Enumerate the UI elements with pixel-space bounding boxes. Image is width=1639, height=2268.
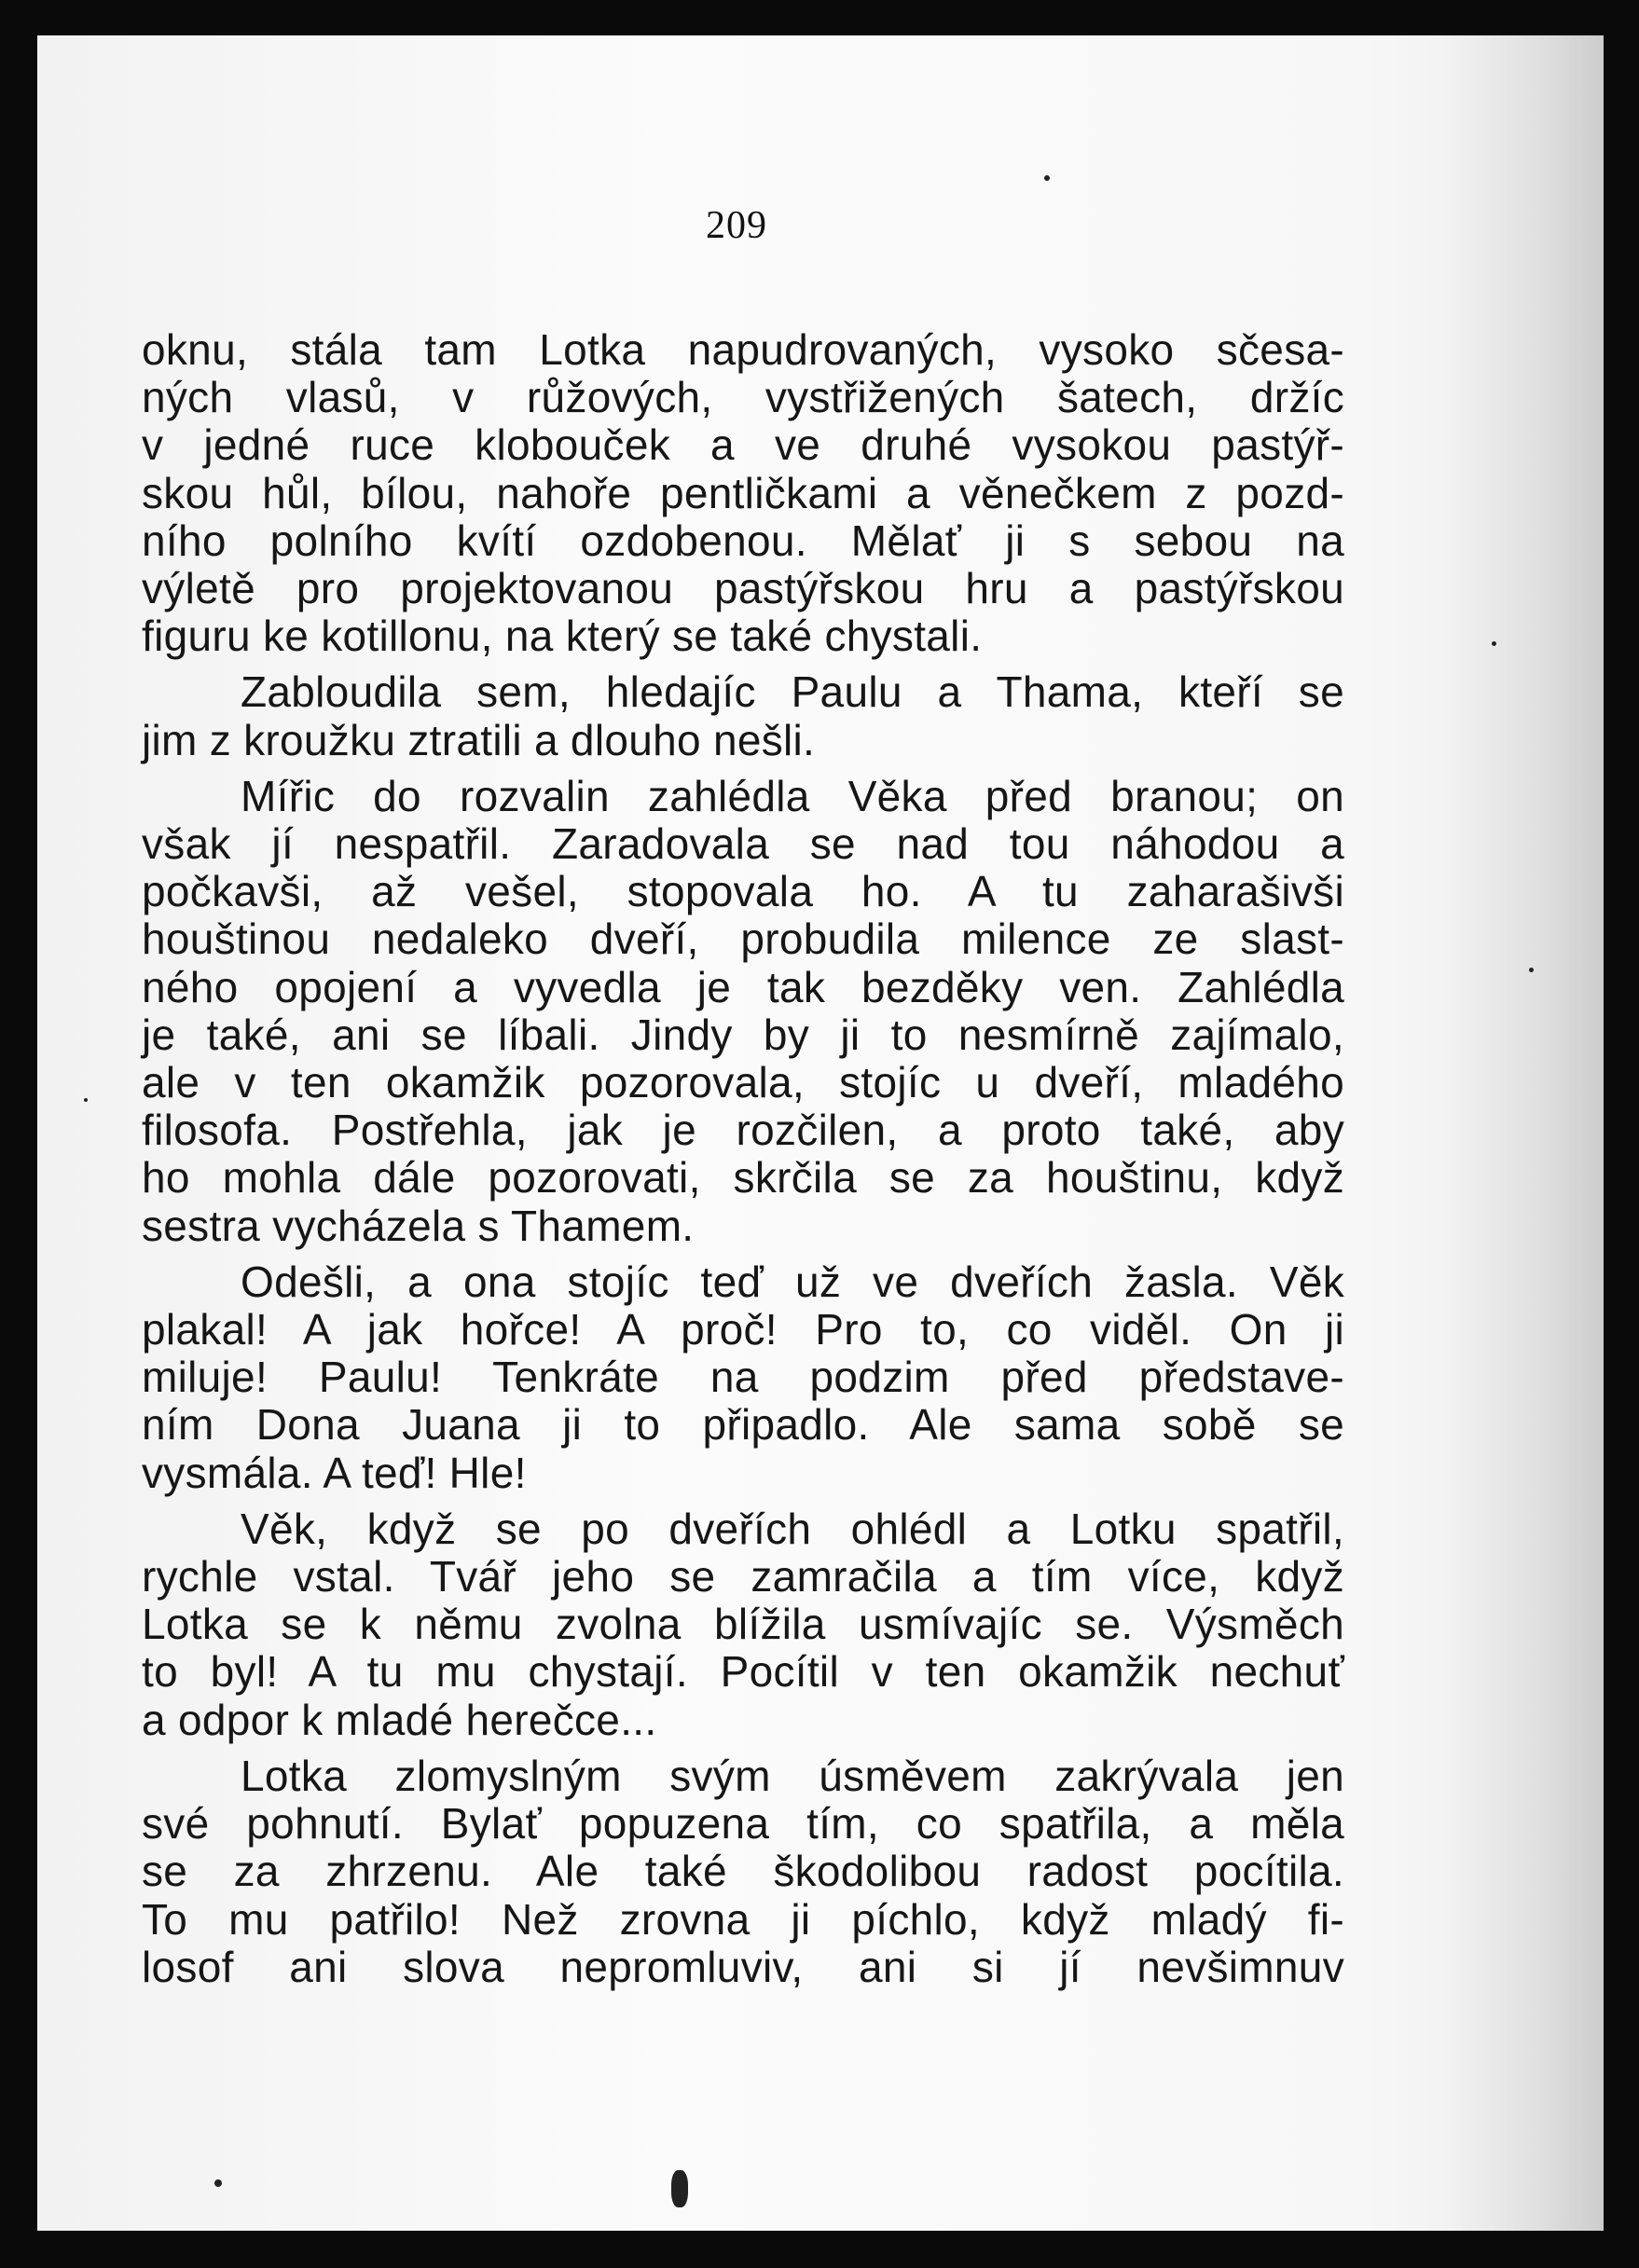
scan-speck	[671, 2170, 688, 2207]
page-number: 209	[706, 204, 767, 247]
text-line: jim z kroužku ztratili a dlouho nešli.	[142, 715, 816, 764]
text-line: figuru ke kotillonu, na který se také chystali.	[142, 612, 983, 661]
text-line: oknu, stála tam Lotka napudrovaných, vysoko sčesa-	[142, 325, 1344, 374]
scan-speck	[1044, 175, 1050, 181]
text-line: houštinou nedaleko dveří, probudila milence ze slast-	[142, 914, 1344, 964]
text-line: to byl! A tu mu chystají. Pocítil v ten okamžik nechuť	[142, 1647, 1344, 1697]
book-page	[37, 35, 1604, 2231]
paragraph	[142, 668, 1344, 763]
scan-speck	[1529, 968, 1534, 972]
text-line: Lotka se k němu zvolna blížila usmívajíc se. Výsměch	[142, 1600, 1344, 1649]
text-line: miluje! Paulu! Tenkráte na podzim před představe-	[142, 1353, 1344, 1402]
text-line: To mu patřilo! Než zrovna ji píchlo, když mladý fi-	[142, 1894, 1344, 1944]
text-line: vysmála. A teď! Hle!	[142, 1448, 527, 1497]
paragraph	[142, 1505, 1344, 1744]
scan-speck	[84, 1098, 88, 1102]
text-line: ných vlasů, v růžových, vystřižených šatech, držíc	[142, 373, 1344, 422]
text-line: Zabloudila sem, hledajíc Paulu a Thama, kteří se	[241, 667, 1344, 717]
text-line: počkavši, až vešel, stopovala ho. A tu zaharašivši	[142, 867, 1344, 916]
text-line: ním Dona Juana ji to připadlo. Ale sama sobě se	[142, 1400, 1344, 1450]
body-text	[142, 326, 1344, 2000]
paragraph	[142, 1258, 1344, 1497]
text-line: rychle vstal. Tvář jeho se zamračila a tím více, když	[142, 1552, 1344, 1601]
text-line: v jedné ruce klobouček a ve druhé vysokou pastýř-	[142, 420, 1344, 470]
text-line: skou hůl, bílou, nahoře pentličkami a věnečkem z pozd-	[142, 468, 1344, 517]
text-line: a odpor k mladé herečce...	[142, 1695, 657, 1744]
text-line: Mířic do rozvalin zahlédla Věka před branou; on	[241, 771, 1344, 820]
text-line: Lotka zlomyslným svým úsměvem zakrývala jen	[241, 1751, 1344, 1800]
text-line: ního polního kvítí ozdobenou. Mělať ji s sebou na	[142, 515, 1344, 565]
text-line: plakal! A jak hořce! A proč! Pro to, co viděl. On ji	[142, 1305, 1344, 1354]
scan-speck	[1492, 641, 1496, 646]
text-line: ale v ten okamžik pozorovala, stojíc u dveří, mladého	[142, 1058, 1344, 1107]
text-line: Věk, když se po dveřích ohlédl a Lotku spatřil,	[241, 1504, 1344, 1553]
paragraph	[142, 773, 1344, 1250]
scan-speck	[214, 2179, 222, 2187]
text-line: ho mohla dále pozorovati, skrčila se za houštinu, když	[142, 1153, 1344, 1203]
text-line: Odešli, a ona stojíc teď už ve dveřích žasla. Věk	[241, 1257, 1344, 1306]
paragraph	[142, 1753, 1344, 1991]
text-line: však jí nespatřil. Zaradovala se nad tou náhodou a	[142, 819, 1344, 869]
page-edge-shadow	[1445, 35, 1604, 2231]
text-line: výletě pro projektovanou pastýřskou hru a pastýřskou	[142, 564, 1344, 613]
text-line: je také, ani se líbali. Jindy by ji to nesmírně zajímalo,	[142, 1010, 1344, 1059]
text-line: své pohnutí. Bylať popuzena tím, co spatřila, a měla	[142, 1799, 1344, 1849]
paragraph	[142, 326, 1344, 660]
text-line: se za zhrzenu. Ale také škodolibou radost pocítila.	[142, 1847, 1344, 1896]
text-line: ného opojení a vyvedla je tak bezděky ven. Zahlédla	[142, 962, 1344, 1011]
text-line: sestra vycházela s Thamem.	[142, 1201, 695, 1250]
text-line: filosofa. Postřehla, jak je rozčilen, a proto také, aby	[142, 1106, 1344, 1155]
text-line: losof ani slova nepromluviv, ani si jí nevšimnuv	[142, 1942, 1344, 1991]
